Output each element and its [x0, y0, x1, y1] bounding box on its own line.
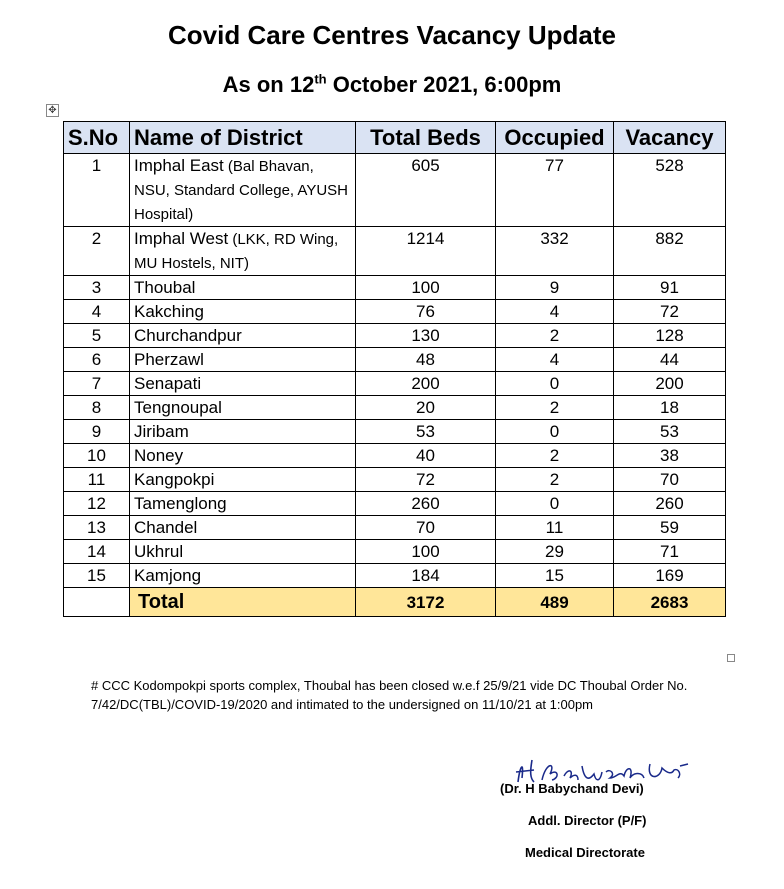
district-name: Chandel	[134, 518, 198, 537]
district-name: Imphal West	[134, 229, 229, 248]
row-district	[130, 154, 356, 227]
total-occupied-value: 489	[496, 588, 614, 617]
header-occupied: Occupied	[496, 122, 614, 154]
row-total-beds: 130	[356, 324, 496, 348]
row-vacancy: 53	[614, 420, 726, 444]
district-name: Senapati	[134, 374, 202, 393]
row-vacancy: 91	[614, 276, 726, 300]
row-occupied: 2	[496, 468, 614, 492]
table-row	[64, 276, 726, 300]
row-total-beds: 40	[356, 444, 496, 468]
district-name: Ukhrul	[134, 542, 184, 561]
district-name: Thoubal	[134, 278, 196, 297]
row-sno: 12	[64, 492, 130, 516]
row-total-beds: 20	[356, 396, 496, 420]
table-row	[64, 324, 726, 348]
row-total-beds: 200	[356, 372, 496, 396]
district-name: Tamenglong	[134, 494, 227, 513]
row-occupied: 2	[496, 444, 614, 468]
table-resize-handle[interactable]	[727, 654, 735, 662]
table-row	[64, 372, 726, 396]
row-vacancy: 72	[614, 300, 726, 324]
row-total-beds: 260	[356, 492, 496, 516]
district-centres: (Bal Bhavan, NSU, Standard College, AYUSH Hospital)	[134, 158, 348, 223]
row-total-beds: 72	[356, 468, 496, 492]
row-vacancy: 169	[614, 564, 726, 588]
header-total-beds: Total Beds	[356, 122, 496, 154]
header-sno: S.No	[64, 122, 130, 154]
district-name: Kangpokpi	[134, 470, 215, 489]
row-sno: 1	[64, 154, 130, 227]
subtitle-suffix: October 2021, 6:00pm	[326, 72, 562, 97]
row-total-beds: 53	[356, 420, 496, 444]
row-district	[130, 444, 356, 468]
row-district	[130, 516, 356, 540]
row-vacancy: 38	[614, 444, 726, 468]
row-occupied: 11	[496, 516, 614, 540]
row-sno: 10	[64, 444, 130, 468]
closure-note: # CCC Kodompokpi sports complex, Thoubal has been closed w.e.f 25/9/21 vide DC Thoubal Order No. 7/42/DC(TBL)/COVID-19/2020 and intimated to the undersigned on 11/10/21 at 1:00pm	[91, 678, 688, 712]
total-row	[64, 588, 726, 617]
row-occupied: 2	[496, 396, 614, 420]
table-row	[64, 154, 726, 227]
table-row	[64, 348, 726, 372]
row-vacancy: 44	[614, 348, 726, 372]
row-occupied: 4	[496, 300, 614, 324]
district-name: Kamjong	[134, 566, 202, 585]
district-name: Tengnoupal	[134, 398, 222, 417]
row-district	[130, 372, 356, 396]
subtitle-prefix: As on 12	[222, 72, 315, 97]
row-sno: 11	[64, 468, 130, 492]
row-vacancy: 59	[614, 516, 726, 540]
row-occupied: 77	[496, 154, 614, 227]
row-total-beds: 184	[356, 564, 496, 588]
table-row	[64, 227, 726, 276]
row-sno: 2	[64, 227, 130, 276]
row-occupied: 2	[496, 324, 614, 348]
district-name: Noney	[134, 446, 184, 465]
row-sno: 9	[64, 420, 130, 444]
district-name: Jiribam	[134, 422, 189, 441]
row-sno: 4	[64, 300, 130, 324]
district-name: Pherzawl	[134, 350, 204, 369]
total-blank-cell	[64, 588, 130, 617]
row-occupied: 9	[496, 276, 614, 300]
row-district	[130, 468, 356, 492]
district-centres: (LKK, RD Wing, MU Hostels, NIT)	[134, 231, 339, 272]
row-occupied: 29	[496, 540, 614, 564]
signatory-office: Medical Directorate	[525, 845, 645, 860]
vacancy-table	[63, 121, 726, 617]
row-district	[130, 564, 356, 588]
row-district	[130, 276, 356, 300]
signatory-name: (Dr. H Babychand Devi)	[500, 781, 644, 796]
table-row	[64, 564, 726, 588]
table-move-handle-icon[interactable]: ✥	[46, 104, 59, 117]
row-occupied: 0	[496, 420, 614, 444]
row-occupied: 0	[496, 372, 614, 396]
page-subtitle	[0, 72, 784, 98]
row-total-beds: 1214	[356, 227, 496, 276]
row-vacancy: 71	[614, 540, 726, 564]
row-district	[130, 492, 356, 516]
row-vacancy: 200	[614, 372, 726, 396]
row-occupied: 4	[496, 348, 614, 372]
district-name: Kakching	[134, 302, 204, 321]
total-beds-value: 3172	[356, 588, 496, 617]
row-vacancy: 18	[614, 396, 726, 420]
signatory-designation: Addl. Director (P/F)	[528, 813, 647, 828]
total-label: Total	[130, 588, 356, 617]
row-district	[130, 396, 356, 420]
row-district	[130, 348, 356, 372]
table-row	[64, 516, 726, 540]
page-title: Covid Care Centres Vacancy Update	[168, 20, 616, 50]
district-name: Churchandpur	[134, 326, 242, 345]
table-row	[64, 540, 726, 564]
row-sno: 3	[64, 276, 130, 300]
row-total-beds: 48	[356, 348, 496, 372]
row-total-beds: 76	[356, 300, 496, 324]
table-header-row	[64, 122, 726, 154]
row-total-beds: 100	[356, 276, 496, 300]
row-vacancy: 260	[614, 492, 726, 516]
subtitle-superscript: th	[314, 71, 327, 87]
row-sno: 8	[64, 396, 130, 420]
row-occupied: 15	[496, 564, 614, 588]
row-sno: 13	[64, 516, 130, 540]
header-district: Name of District	[130, 122, 356, 154]
row-district	[130, 324, 356, 348]
district-name: Imphal East	[134, 156, 224, 175]
row-total-beds: 100	[356, 540, 496, 564]
row-sno: 14	[64, 540, 130, 564]
row-occupied: 332	[496, 227, 614, 276]
row-vacancy: 128	[614, 324, 726, 348]
row-vacancy: 882	[614, 227, 726, 276]
table-row	[64, 468, 726, 492]
row-district	[130, 540, 356, 564]
table-row	[64, 420, 726, 444]
row-total-beds: 605	[356, 154, 496, 227]
row-occupied: 0	[496, 492, 614, 516]
row-district	[130, 420, 356, 444]
row-sno: 7	[64, 372, 130, 396]
row-total-beds: 70	[356, 516, 496, 540]
row-sno: 15	[64, 564, 130, 588]
row-vacancy: 528	[614, 154, 726, 227]
table-row	[64, 492, 726, 516]
row-district	[130, 227, 356, 276]
row-sno: 5	[64, 324, 130, 348]
header-vacancy: Vacancy	[614, 122, 726, 154]
row-district	[130, 300, 356, 324]
table-row	[64, 396, 726, 420]
table-row	[64, 444, 726, 468]
row-sno: 6	[64, 348, 130, 372]
row-vacancy: 70	[614, 468, 726, 492]
total-vacancy-value: 2683	[614, 588, 726, 617]
table-row	[64, 300, 726, 324]
